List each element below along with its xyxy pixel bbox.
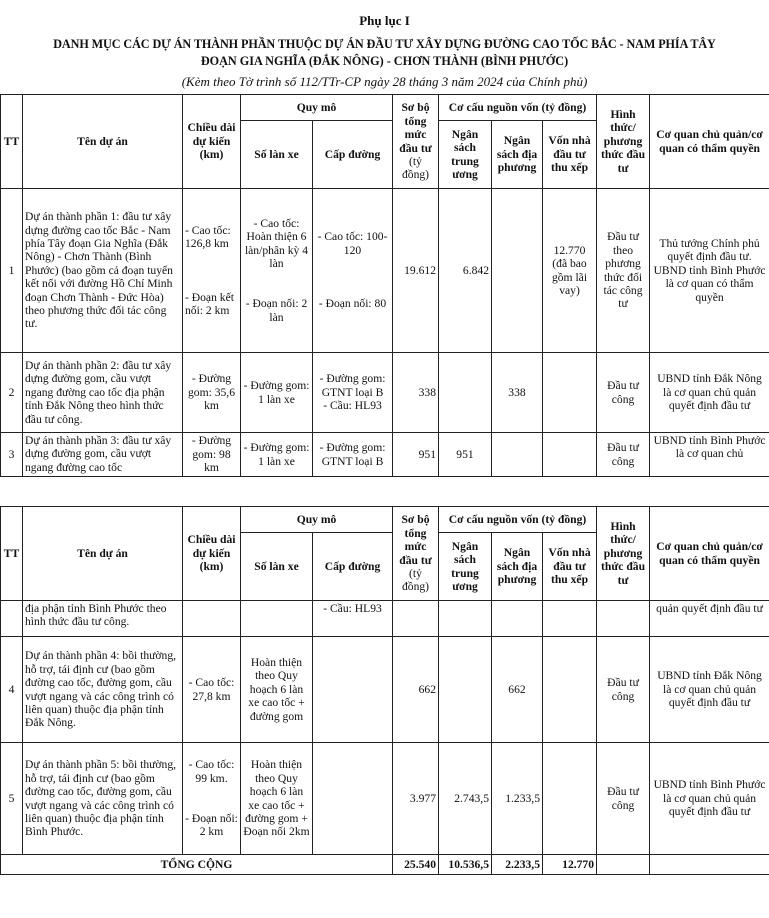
row-length: - Đường gom: 35,6 km bbox=[183, 353, 241, 433]
row-grade-a: - Cao tốc: 100-120 bbox=[317, 230, 388, 257]
header-local: Ngân sách địa phương bbox=[492, 121, 543, 189]
row-grade-a: - Đường gom: GTNT loại B bbox=[319, 372, 386, 399]
row-authority: quản quyết định đầu tư bbox=[650, 601, 769, 637]
row-authority: UBND tỉnh Bình Phước là cơ quan chủ quản quyết định đầu tư bbox=[650, 743, 769, 855]
header-length: Chiều dài dự kiến (km) bbox=[183, 95, 241, 189]
header-name: Tên dự án bbox=[23, 507, 183, 601]
row-total: 19.612 bbox=[393, 189, 439, 353]
doc-subtitle: (Kèm theo Tờ trình số 112/TTr-CP ngày 28 tháng 3 năm 2024 của Chính phủ) bbox=[181, 74, 588, 89]
row-length-b: - Đoạn nối: 2 km bbox=[185, 811, 238, 839]
project-table-page2 bbox=[0, 506, 769, 875]
row-investor bbox=[543, 601, 597, 637]
row-central: 2.743,5 bbox=[439, 743, 492, 855]
header-total-label: Sơ bộ tổng mức đầu tư bbox=[399, 101, 432, 155]
header-funding: Cơ cấu nguồn vốn (tỷ đồng) bbox=[439, 95, 597, 121]
row-grade-b: - Cầu: HL93 bbox=[323, 399, 382, 413]
row-lanes bbox=[241, 601, 313, 637]
row-name: Dự án thành phần 4: bồi thường, hỗ trợ, tái định cư (bao gồm đường cao tốc, đường gom, cầu vượt ngang và các công trình có liên quan) thuộc địa phận tỉnh Đắk Nông. bbox=[23, 637, 183, 743]
row-central bbox=[439, 353, 492, 433]
totals-row bbox=[1, 855, 769, 875]
row-tt: 5 bbox=[1, 743, 23, 855]
header-form: Hình thức/ phương thức đầu tư bbox=[597, 507, 650, 601]
row-total: 338 bbox=[393, 353, 439, 433]
project-table-page1 bbox=[0, 94, 769, 477]
appendix-label: Phụ lục I bbox=[359, 13, 410, 28]
row-form: Đầu tư công bbox=[597, 637, 650, 743]
header-local: Ngân sách địa phương bbox=[492, 533, 543, 601]
row-investor bbox=[543, 433, 597, 477]
row-investor bbox=[543, 743, 597, 855]
header-investor: Vốn nhà đầu tư thu xếp bbox=[543, 533, 597, 601]
totals-label: TỔNG CỘNG bbox=[1, 855, 393, 875]
totals-investor: 12.770 bbox=[543, 855, 597, 875]
row-length: - Cao tốc: 27,8 km bbox=[183, 637, 241, 743]
header-grade: Cấp đường bbox=[313, 121, 393, 189]
row-local: 662 bbox=[492, 637, 543, 743]
totals-form bbox=[597, 855, 650, 875]
row-length bbox=[183, 189, 241, 353]
table-row bbox=[1, 637, 769, 743]
table-row bbox=[1, 353, 769, 433]
header-form: Hình thức/ phương thức đầu tư bbox=[597, 95, 650, 189]
row-form bbox=[597, 601, 650, 637]
row-central: 951 bbox=[439, 433, 492, 477]
doc-title-line2: ĐOẠN GIA NGHĨA (ĐẮK NÔNG) - CHƠN THÀNH (BÌNH PHƯỚC) bbox=[200, 54, 569, 68]
table-row bbox=[1, 433, 769, 477]
row-grade bbox=[313, 353, 393, 433]
row-form: Đầu tư công bbox=[597, 353, 650, 433]
row-local: 1.233,5 bbox=[492, 743, 543, 855]
row-total: 951 bbox=[393, 433, 439, 477]
row-tt bbox=[1, 601, 23, 637]
row-lanes: - Đường gom: 1 làn xe bbox=[241, 353, 313, 433]
header-scale: Quy mô bbox=[241, 95, 393, 121]
header-grade: Cấp đường bbox=[313, 533, 393, 601]
header-scale: Quy mô bbox=[241, 507, 393, 533]
row-investor bbox=[543, 637, 597, 743]
row-total: 3.977 bbox=[393, 743, 439, 855]
row-length-b: - Đoạn kết nối: 2 km bbox=[185, 290, 234, 318]
row-form: Đầu tư công bbox=[597, 433, 650, 477]
row-authority: UBND tỉnh Đắk Nông là cơ quan chủ quản quyết định đầu tư bbox=[650, 637, 769, 743]
row-lanes: Hoàn thiện theo Quy hoạch 6 làn xe cao tốc + đường gom bbox=[241, 637, 313, 743]
header-authority: Cơ quan chủ quản/cơ quan có thẩm quyền bbox=[650, 507, 769, 601]
header-central: Ngân sách trung ương bbox=[439, 533, 492, 601]
row-lanes: - Đường gom: 1 làn xe bbox=[241, 433, 313, 477]
table-row bbox=[1, 601, 769, 637]
row-lanes-b: - Đoạn nối: 2 làn bbox=[245, 297, 308, 324]
table-row bbox=[1, 743, 769, 855]
header-total bbox=[393, 95, 439, 189]
row-authority-b: UBND tỉnh Bình Phước là cơ quan có thẩm quyền bbox=[653, 263, 766, 304]
row-name: Dự án thành phần 3: đầu tư xây dựng đường gom, cầu vượt ngang đường cao tốc bbox=[23, 433, 183, 477]
row-grade: - Cầu: HL93 bbox=[313, 601, 393, 637]
row-local bbox=[492, 189, 543, 353]
row-name: địa phận tỉnh Bình Phước theo hình thức đầu tư công. bbox=[23, 601, 183, 637]
row-tt: 3 bbox=[1, 433, 23, 477]
row-investor bbox=[543, 353, 597, 433]
totals-authority bbox=[650, 855, 769, 875]
header-name: Tên dự án bbox=[23, 95, 183, 189]
row-local bbox=[492, 601, 543, 637]
row-form: Đầu tư công bbox=[597, 743, 650, 855]
row-authority-a: Thủ tướng Chính phủ quyết định đầu tư. bbox=[659, 236, 760, 264]
row-tt: 4 bbox=[1, 637, 23, 743]
header-total-label: Sơ bộ tổng mức đầu tư bbox=[399, 513, 432, 567]
header-tt: TT bbox=[1, 95, 23, 189]
row-central bbox=[439, 637, 492, 743]
header-total bbox=[393, 507, 439, 601]
row-grade-b: - Đoạn nối: 80 bbox=[318, 297, 387, 311]
row-authority: UBND tỉnh Đắk Nông là cơ quan chủ quản quyết định đầu tư bbox=[650, 353, 769, 433]
row-length bbox=[183, 601, 241, 637]
row-length: - Đường gom: 98 km bbox=[183, 433, 241, 477]
row-form: Đầu tư theo phương thức đối tác công tư bbox=[597, 189, 650, 353]
header-authority: Cơ quan chủ quản/cơ quan có thẩm quyền bbox=[650, 95, 769, 189]
totals-central: 10.536,5 bbox=[439, 855, 492, 875]
header-lanes: Số làn xe bbox=[241, 121, 313, 189]
row-total: 662 bbox=[393, 637, 439, 743]
row-grade bbox=[313, 189, 393, 353]
header-central: Ngân sách trung ương bbox=[439, 121, 492, 189]
row-grade: - Đường gom: GTNT loại B bbox=[313, 433, 393, 477]
row-investor: 12.770 (đã bao gồm lãi vay) bbox=[543, 189, 597, 353]
header-total-unit: (tỷ đồng) bbox=[401, 566, 430, 594]
row-name: Dự án thành phần 1: đầu tư xây dựng đường cao tốc Bắc - Nam phía Tây đoạn Gia Nghĩa (Đắk Nông) - Chơn Thành (Bình Phước) (bao gồm cả đoạn tuyến kết nối với đường Hồ Chí Minh đoạn Chơn Thành - Đức Hòa) theo phương thức đối tác công tư. bbox=[23, 189, 183, 353]
row-local: 338 bbox=[492, 353, 543, 433]
totals-total: 25.540 bbox=[393, 855, 439, 875]
row-grade bbox=[313, 637, 393, 743]
row-central: 6.842 bbox=[439, 189, 492, 353]
row-length-a: - Cao tốc: 126,8 km bbox=[185, 223, 231, 250]
row-name: Dự án thành phần 2: đầu tư xây dựng đường gom, cầu vượt ngang đường cao tốc địa phận tỉnh Đắk Nông theo hình thức đầu tư công. bbox=[23, 353, 183, 433]
row-length-a: - Cao tốc: 99 km. bbox=[188, 758, 235, 785]
row-authority bbox=[650, 189, 769, 353]
row-tt: 1 bbox=[1, 189, 23, 353]
row-lanes-a: - Cao tốc: Hoàn thiện 6 làn/phân kỳ 4 làn bbox=[244, 216, 309, 271]
totals-local: 2.233,5 bbox=[492, 855, 543, 875]
row-name: Dự án thành phần 5: bồi thường, hỗ trợ, tái định cư (bao gồm đường cao tốc, đường gom, cầu vượt ngang và các công trình có liên quan) thuộc địa phận tỉnh Bình Phước. bbox=[23, 743, 183, 855]
header-funding: Cơ cấu nguồn vốn (tỷ đồng) bbox=[439, 507, 597, 533]
row-lanes bbox=[241, 189, 313, 353]
table-row bbox=[1, 189, 769, 353]
header-length: Chiều dài dự kiến (km) bbox=[183, 507, 241, 601]
header-investor: Vốn nhà đầu tư thu xếp bbox=[543, 121, 597, 189]
row-total bbox=[393, 601, 439, 637]
row-authority: UBND tỉnh Bình Phước là cơ quan chủ bbox=[650, 433, 769, 477]
row-local bbox=[492, 433, 543, 477]
header-lanes: Số làn xe bbox=[241, 533, 313, 601]
row-tt: 2 bbox=[1, 353, 23, 433]
row-central bbox=[439, 601, 492, 637]
row-grade bbox=[313, 743, 393, 855]
row-length bbox=[183, 743, 241, 855]
doc-title-line1: DANH MỤC CÁC DỰ ÁN THÀNH PHẦN THUỘC DỰ ÁN ĐẦU TƯ XÂY DỰNG ĐƯỜNG CAO TỐC BẮC - NAM PHÍA TÂY bbox=[53, 37, 716, 51]
row-lanes: Hoàn thiện theo Quy hoạch 6 làn xe cao tốc + đường gom + Đoạn nối 2km bbox=[241, 743, 313, 855]
header-tt: TT bbox=[1, 507, 23, 601]
header-total-unit: (tỷ đồng) bbox=[401, 154, 430, 182]
